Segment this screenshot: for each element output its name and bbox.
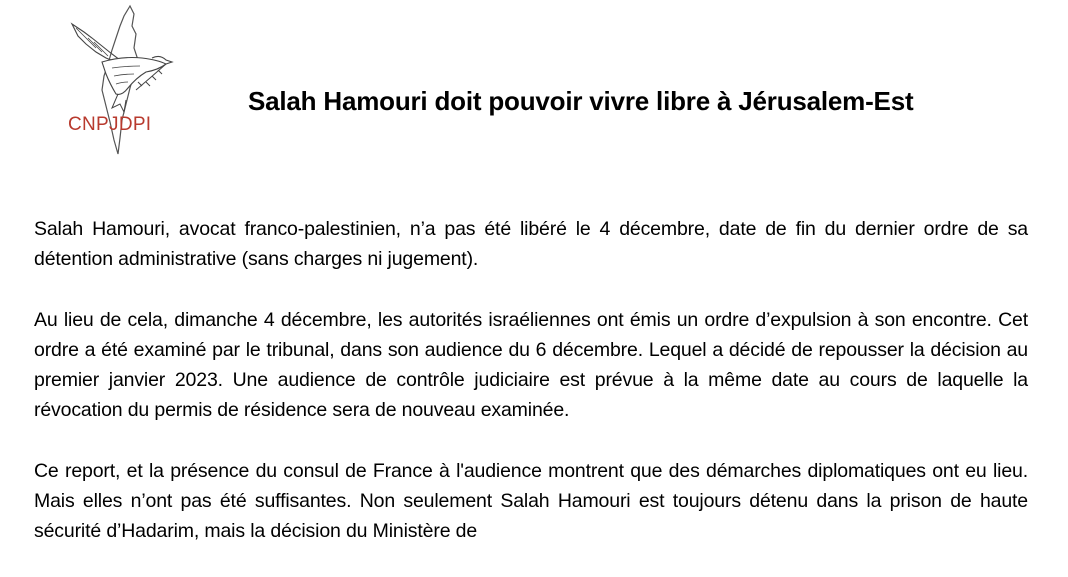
- paragraph: Ce report, et la présence du consul de France à l'audience montrent que des démarches diplomatiques ont eu lieu. Mais elles n’ont pas été suffisantes. Non seulement Salah Hamouri est toujours détenu dans la prison de haute sécurité d’Hadarim, mais la décision du Ministère de: [34, 460, 1028, 542]
- paragraph: Salah Hamouri, avocat franco-palestinien, n’a pas été libéré le 4 décembre, date de fin du dernier ordre de sa détention administrative (sans charges ni jugement).: [34, 218, 1028, 270]
- paragraph: Au lieu de cela, dimanche 4 décembre, les autorités israéliennes ont émis un ordre d’expulsion à son encontre. Cet ordre a été examiné par le tribunal, dans son audience du 6 décembre. Lequel a décidé de repousser la décision au premier janvier 2023. Une audience de contrôle judiciaire est prévue à la même date au cours de laquelle la révocation du permis de résidence sera de nouveau examinée.: [34, 309, 1028, 421]
- article-body: [34, 214, 1028, 577]
- logo-text: CNPJDPI: [68, 114, 152, 135]
- dove-map-icon: [62, 4, 182, 160]
- cnpjdpi-logo: [62, 4, 182, 160]
- page-title: Salah Hamouri doit pouvoir vivre libre à Jérusalem-Est: [248, 86, 914, 116]
